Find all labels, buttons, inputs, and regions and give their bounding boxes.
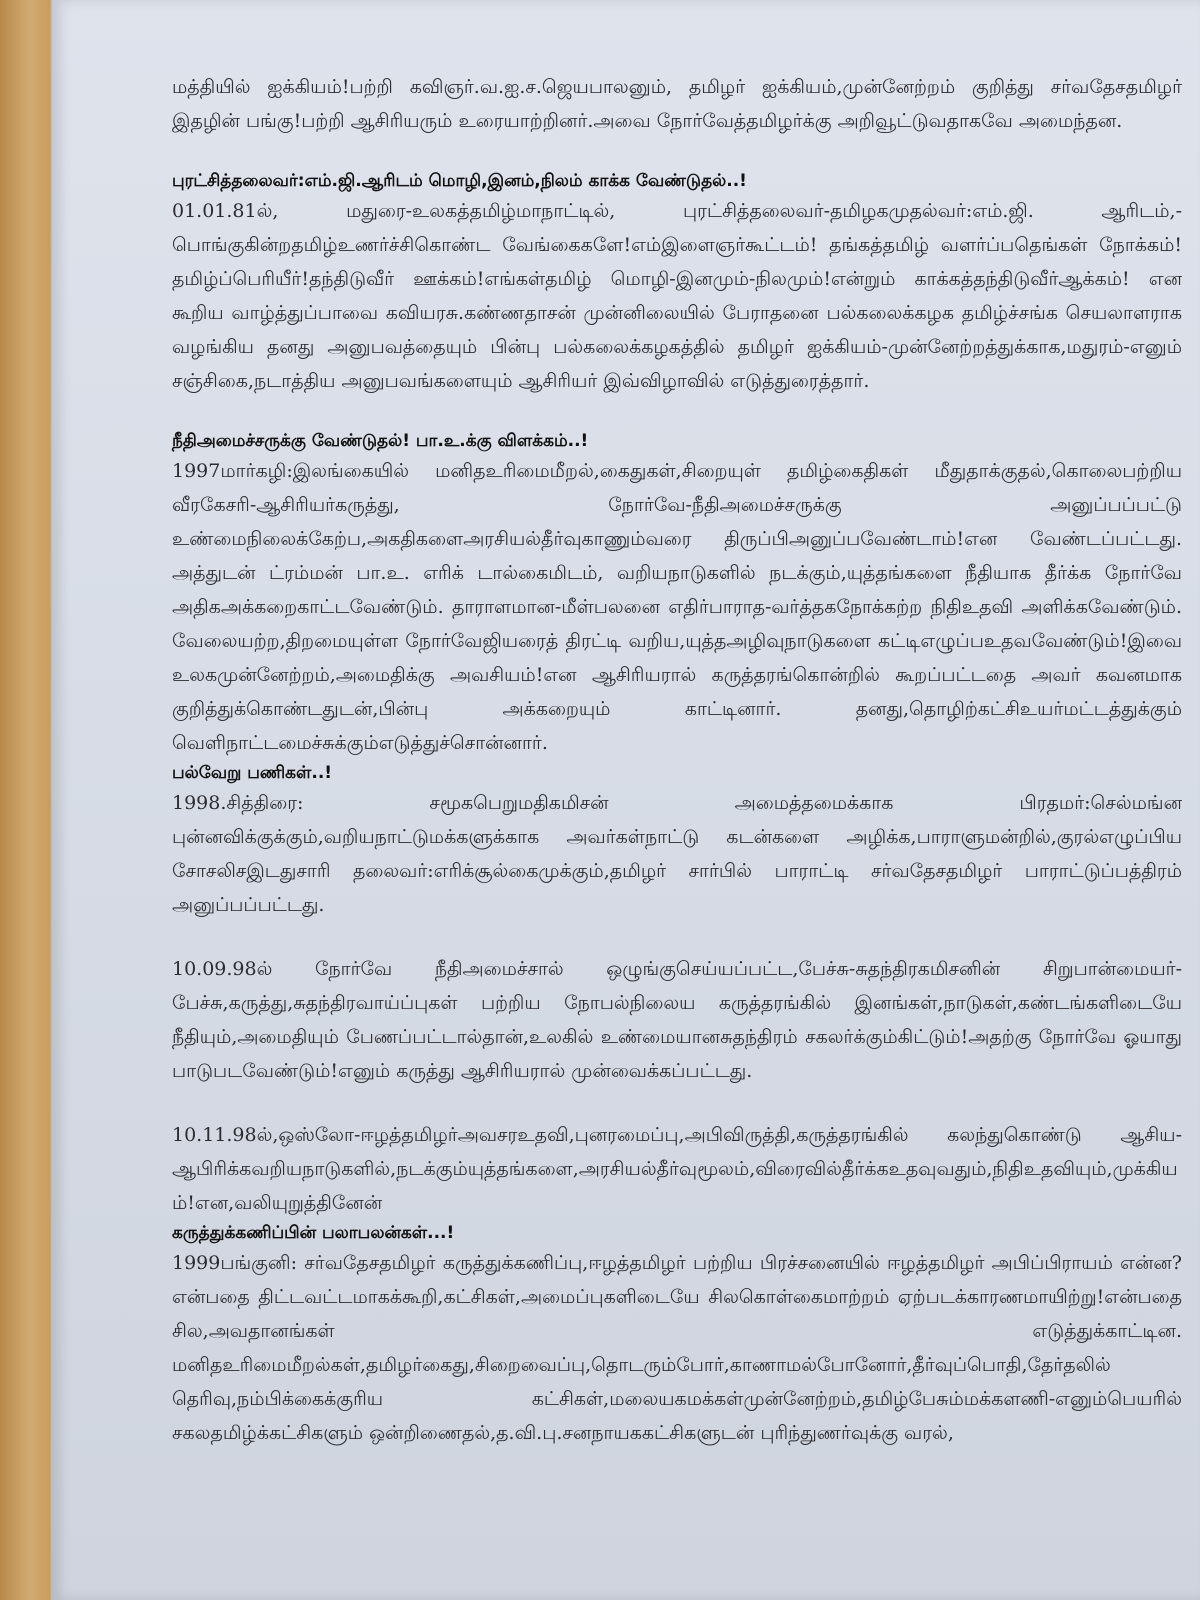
section-paragraph: 10.09.98ல் நோர்வே நீதிஅமைச்சால் ஒழுங்குசெய்யப்பட்ட,பேச்சு-சுதந்திரகமிசனின் சிறுபான்மையர்-பேச்சு,கருத்து,சுதந்திரவாய்ப்புகள் பற்றிய நோபல்நிலைய கருத்தரங்கில் இனங்கள்,நாடுகள்,கண்டங்களிடையே நீதியும்,அமைதியும் பேணப்பட்டால்தான்,உலகில் உண்மையானசுதந்திரம் சகலர்க்கும்கிட்டும்!அதற்கு நோர்வே ஓயாது பாடுபடவேண்டும்!எனும் கருத்து ஆசிரியரால் முன்வைக்கப்பட்டது. xyxy=(172,958,1182,1082)
paper-sheet xyxy=(52,0,1200,1600)
section-paragraph: 01.01.81ல், மதுரை-உலகத்தமிழ்மாநாட்டில், புரட்சித்தலைவர்-தமிழகமுதல்வர்:எம்.ஜி. ஆரிடம்,-பொங்குகின்றதமிழ்உணர்ச்சிகொண்ட வேங்கைகளே!எம்இளைஞர்கூட்டம்! தங்கத்தமிழ் வளர்ப்பதெங்கள் நோக்கம்! தமிழ்ப்பெரியீர்!தந்திடுவீர் ஊக்கம்!எங்கள்தமிழ் மொழி-இனமும்-நிலமும்!என்றும் காக்கத்தந்திடுவீர்ஆக்கம்! என கூறிய வாழ்த்துப்பாவை கவியரசு.கண்ணதாசன் முன்னிலையில் பேராதனை பல்கலைக்கழக தமிழ்ச்சங்க செயலாளராக வழங்கிய தனது அனுபவத்தையும் பின்பு பல்கலைக்கழகத்தில் தமிழர் ஐக்கியம்-முன்னேற்றத்துக்காக,மதுரம்-எனும் சஞ்சிகை,நடாத்திய அனுபவங்களையும் ஆசிரியர் இவ்விழாவில் எடுத்துரைத்தார். xyxy=(172,200,1182,392)
section-heading-survey-results: கருத்துக்கணிப்பின் பலாபலன்கள்...! xyxy=(172,1223,455,1243)
intro-paragraph: மத்தியில் ஐக்கியம்!பற்றி கவிஞர்.வ.ஐ.ச.ஜெயபாலனும், தமிழர் ஐக்கியம்,முன்னேற்றம் குறித்து சர்வதேசதமிழர் இதழின் பங்கு!பற்றி ஆசிரியரும் உரையாற்றினர்.அவை நோர்வேத்தமிழர்க்கு அறிவூட்டுவதாகவே அமைந்தன. xyxy=(172,76,1182,132)
section-heading-justice-minister: நீதிஅமைச்சருக்கு வேண்டுதல்! பா.உ.க்கு விளக்கம்..! xyxy=(172,431,589,451)
section-paragraph: 1998.சித்திரை: சமூகபெறுமதிகமிசன் அமைத்தமைக்காக பிரதமர்:செல்மங்ன புன்னவிக்குக்கும்,வறியநாட்டுமக்களுக்காக அவர்கள்நாட்டு கடன்களை அழிக்க,பாராளுமன்றில்,குரல்எழுப்பிய சோசலிசஇடதுசாரி தலைவர்:எரிக்சூல்கைமுக்கும்,தமிழர் சார்பில் பாராட்டி சர்வதேசதமிழர் பாராட்டுப்பத்திரம் அனுப்பப்பட்டது. xyxy=(172,792,1182,916)
section-paragraph: 10.11.98ல்,ஒஸ்லோ-ஈழத்தமிழர்அவசரஉதவி,புனரமைப்பு,அபிவிருத்தி,கருத்தரங்கில் கலந்துகொண்டு ஆசிய-ஆபிரிக்கவறியநாடுகளில்,நடக்கும்யுத்தங்களை,அரசியல்தீர்வுமூலம்,விரைவில்தீர்க்கஉதவுவதும்,நிதிஉதவியும்,முக்கியம்!என,வலியுறுத்தினேன் xyxy=(172,1124,1182,1214)
section-heading-mgr: புரட்சித்தலைவர்:எம்.ஜி.ஆரிடம் மொழி,இனம்,நிலம் காக்க வேண்டுதல்..! xyxy=(172,171,747,191)
section-heading-various-works: பல்வேறு பணிகள்..! xyxy=(172,763,333,783)
section-paragraph: 1999பங்குனி: சர்வதேசதமிழர் கருத்துக்கணிப்பு,ஈழத்தமிழர் பற்றிய பிரச்சனையில் ஈழத்தமிழர் அபிப்பிராயம் என்ன? என்பதை திட்டவட்டமாகக்கூறி,கட்சிகள்,அமைப்புகளிடையே சிலகொள்கைமாற்றம் ஏற்படக்காரணமாயிற்று!என்பதை சில,அவதானங்கள் எடுத்துக்காட்டின. மனிதஉரிமைமீறல்கள்,தமிழர்கைது,சிறைவைப்பு,தொடரும்போர்,காணாமல்போனோர்,தீர்வுப்பொதி,தேர்தலில் தெரிவு,நம்பிக்கைக்குரிய கட்சிகள்,மலையகமக்கள்முன்னேற்றம்,தமிழ்பேசும்மக்களணி-எனும்பெயரில் சகலதமிழ்க்கட்சிகளும் ஒன்றிணைதல்,த.வி.பு.சனநாயககட்சிகளுடன் புரிந்துணர்வுக்கு வரல், xyxy=(172,1252,1182,1444)
document-body xyxy=(172,70,1182,1450)
section-paragraph: 1997மார்கழி:இலங்கையில் மனிதஉரிமைமீறல்,கைதுகள்,சிறையுள் தமிழ்கைதிகள் மீதுதாக்குதல்,கொலைபற்றிய வீரகேசரி-ஆசிரியர்கருத்து, நோர்வே-நீதிஅமைச்சருக்கு அனுப்பப்பட்டு உண்மைநிலைக்கேற்ப,அகதிகளைஅரசியல்தீர்வுகாணும்வரை திருப்பிஅனுப்பவேண்டாம்!என வேண்டப்பட்டது. அத்துடன் ட்ரம்மன் பா.உ. எரிக் டால்கைமிடம், வறியநாடுகளில் நடக்கும்,யுத்தங்களை நீதியாக தீர்க்க நோர்வே அதிகஅக்கறைகாட்டவேண்டும். தாராளமான-மீள்பலனை எதிர்பாராத-வர்த்தகநோக்கற்ற நிதிஉதவி அளிக்கவேண்டும். வேலையற்ற,திறமையுள்ள நோர்வேஜியரைத் திரட்டி வறிய,யுத்தஅழிவுநாடுகளை கட்டிஎழுப்பஉதவவேண்டும்!இவை உலகமுன்னேற்றம்,அமைதிக்கு அவசியம்!என ஆசிரியரால் கருத்தரங்கொன்றில் கூறப்பட்டதை அவர் கவனமாக குறித்துக்கொண்டதுடன்,பின்பு அக்கறையும் காட்டினார். தனது,தொழிற்கட்சிஉயர்மட்டத்துக்கும் வெளிநாட்டமைச்சுக்கும்எடுத்துச்சொன்னார். xyxy=(172,460,1182,754)
